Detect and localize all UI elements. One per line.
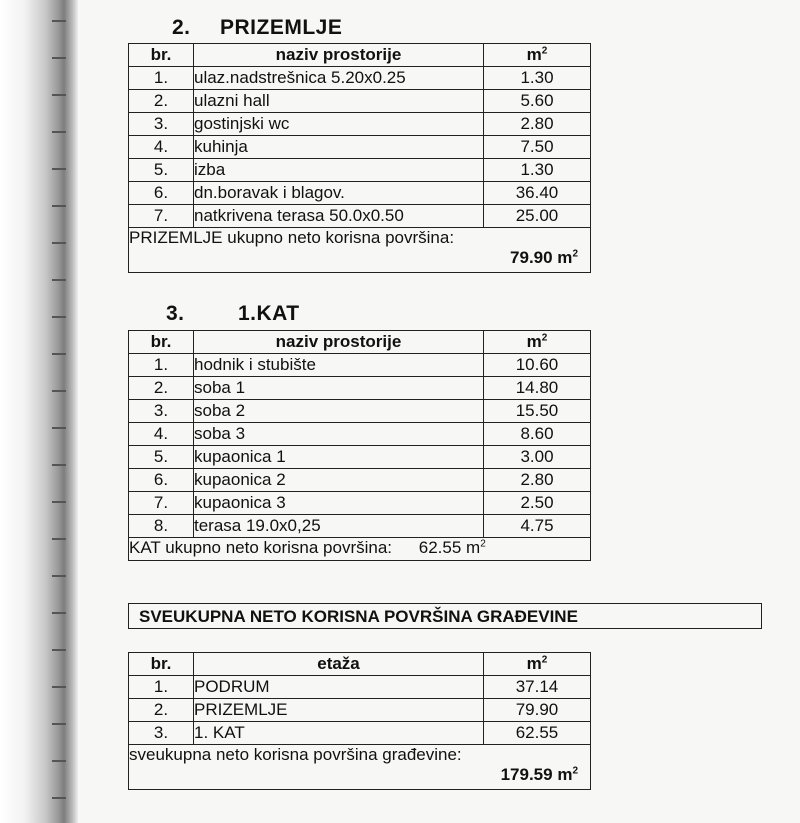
room-name: izba bbox=[194, 159, 484, 182]
row-number: 7. bbox=[129, 205, 194, 228]
total-value: 179.59 $m^2$ bbox=[500, 765, 578, 784]
total-label: KAT ukupno neto korisna površina: bbox=[129, 538, 393, 557]
total-cell bbox=[129, 538, 591, 561]
row-number: 4. bbox=[129, 136, 194, 159]
room-name: soba 2 bbox=[194, 400, 484, 423]
table-row bbox=[129, 699, 591, 722]
room-area: 5.60 bbox=[484, 90, 591, 113]
room-name: kupaonica 3 bbox=[194, 492, 484, 515]
row-number: 3. bbox=[129, 400, 194, 423]
table-header-row bbox=[129, 331, 591, 354]
section-number: 2. bbox=[172, 16, 191, 39]
binding-mark bbox=[52, 501, 66, 503]
section-number: 3. bbox=[166, 302, 185, 325]
binding-mark bbox=[52, 464, 66, 466]
header-unit: $m^2$ bbox=[484, 653, 591, 676]
room-area: 36.40 bbox=[484, 182, 591, 205]
table-row bbox=[129, 377, 591, 400]
total-row bbox=[129, 745, 591, 790]
floor-area: 62.55 bbox=[484, 722, 591, 745]
room-area: 3.00 bbox=[484, 446, 591, 469]
room-name: kuhinja bbox=[194, 136, 484, 159]
total-label: sveukupna neto korisna površina građevine: bbox=[129, 745, 462, 764]
header-unit: $m^2$ bbox=[484, 44, 591, 67]
header-name: naziv prostorije bbox=[194, 44, 484, 67]
header-name: naziv prostorije bbox=[194, 331, 484, 354]
binding-mark bbox=[52, 797, 66, 799]
binding-mark bbox=[52, 390, 66, 392]
room-area: 15.50 bbox=[484, 400, 591, 423]
binding-mark bbox=[52, 723, 66, 725]
row-number: 8. bbox=[129, 515, 194, 538]
room-name: gostinjski wc bbox=[194, 113, 484, 136]
room-area: 10.60 bbox=[484, 354, 591, 377]
section-heading-kat bbox=[166, 302, 300, 326]
total-label: PRIZEMLJE ukupno neto korisna površina: bbox=[129, 228, 455, 247]
binding-mark bbox=[52, 538, 66, 540]
room-name: kupaonica 1 bbox=[194, 446, 484, 469]
floor-name: PRIZEMLJE bbox=[194, 699, 484, 722]
room-area: 14.80 bbox=[484, 377, 591, 400]
table-header-row bbox=[129, 44, 591, 67]
table-row bbox=[129, 722, 591, 745]
table-row bbox=[129, 159, 591, 182]
binding-mark bbox=[52, 57, 66, 59]
section-title: 1.KAT bbox=[238, 302, 300, 325]
room-name: soba 3 bbox=[194, 423, 484, 446]
summary-table bbox=[128, 652, 591, 790]
row-number: 2. bbox=[129, 377, 194, 400]
row-number: 5. bbox=[129, 446, 194, 469]
room-area: 1.30 bbox=[484, 159, 591, 182]
row-number: 2. bbox=[129, 699, 194, 722]
section-heading-prizemlje bbox=[172, 16, 342, 40]
row-number: 1. bbox=[129, 67, 194, 90]
total-value: 79.90 $m^2$ bbox=[510, 248, 578, 267]
room-area: 4.75 bbox=[484, 515, 591, 538]
room-name: ulaz.nadstrešnica 5.20x0.25 bbox=[194, 67, 484, 90]
table-row bbox=[129, 446, 591, 469]
total-row bbox=[129, 538, 591, 561]
binding-mark bbox=[52, 205, 66, 207]
room-area: 7.50 bbox=[484, 136, 591, 159]
total-cell bbox=[129, 228, 591, 273]
floor-name: PODRUM bbox=[194, 676, 484, 699]
prizemlje-table bbox=[128, 43, 591, 273]
binding-mark bbox=[52, 649, 66, 651]
binding-mark bbox=[52, 131, 66, 133]
header-br: br. bbox=[129, 44, 194, 67]
floor-area: 79.90 bbox=[484, 699, 591, 722]
header-unit: $m^2$ bbox=[484, 331, 591, 354]
table-row bbox=[129, 400, 591, 423]
room-name: terasa 19.0x0,25 bbox=[194, 515, 484, 538]
binding-mark bbox=[52, 686, 66, 688]
binding-mark bbox=[52, 20, 66, 22]
summary-banner: SVEUKUPNA NETO KORISNA POVRŠINA GRAĐEVINE bbox=[128, 603, 762, 629]
room-area: 25.00 bbox=[484, 205, 591, 228]
table-row bbox=[129, 182, 591, 205]
row-number: 3. bbox=[129, 113, 194, 136]
room-area: 8.60 bbox=[484, 423, 591, 446]
floor-area: 37.14 bbox=[484, 676, 591, 699]
row-number: 3. bbox=[129, 722, 194, 745]
table-row bbox=[129, 492, 591, 515]
header-name: etaža bbox=[194, 653, 484, 676]
room-area: 1.30 bbox=[484, 67, 591, 90]
kat-table bbox=[128, 330, 591, 561]
room-area: 2.80 bbox=[484, 469, 591, 492]
room-name: hodnik i stubište bbox=[194, 354, 484, 377]
binding-mark bbox=[52, 168, 66, 170]
binding-mark bbox=[52, 316, 66, 318]
room-name: natkrivena terasa 50.0x0.50 bbox=[194, 205, 484, 228]
table-row bbox=[129, 423, 591, 446]
table-row bbox=[129, 113, 591, 136]
total-row bbox=[129, 228, 591, 273]
table-row bbox=[129, 515, 591, 538]
row-number: 1. bbox=[129, 354, 194, 377]
row-number: 2. bbox=[129, 90, 194, 113]
row-number: 4. bbox=[129, 423, 194, 446]
table-row bbox=[129, 67, 591, 90]
room-name: kupaonica 2 bbox=[194, 469, 484, 492]
section-title: PRIZEMLJE bbox=[220, 16, 343, 39]
table-row bbox=[129, 354, 591, 377]
header-br: br. bbox=[129, 653, 194, 676]
header-br: br. bbox=[129, 331, 194, 354]
binding-mark bbox=[52, 242, 66, 244]
binding-mark bbox=[52, 575, 66, 577]
row-number: 7. bbox=[129, 492, 194, 515]
table-row bbox=[129, 676, 591, 699]
table-row bbox=[129, 469, 591, 492]
row-number: 5. bbox=[129, 159, 194, 182]
binding-mark bbox=[52, 427, 66, 429]
table-row bbox=[129, 136, 591, 159]
total-value: 62.55 $m^2$ bbox=[418, 538, 486, 557]
row-number: 1. bbox=[129, 676, 194, 699]
binding-mark bbox=[52, 94, 66, 96]
scan-binding-shadow bbox=[0, 0, 78, 823]
room-area: 2.50 bbox=[484, 492, 591, 515]
table-row bbox=[129, 205, 591, 228]
binding-mark bbox=[52, 353, 66, 355]
table-header-row bbox=[129, 653, 591, 676]
total-cell bbox=[129, 745, 591, 790]
binding-mark bbox=[52, 612, 66, 614]
floor-name: 1. KAT bbox=[194, 722, 484, 745]
room-area: 2.80 bbox=[484, 113, 591, 136]
table-row bbox=[129, 90, 591, 113]
binding-mark bbox=[52, 279, 66, 281]
room-name: dn.boravak i blagov. bbox=[194, 182, 484, 205]
room-name: ulazni hall bbox=[194, 90, 484, 113]
row-number: 6. bbox=[129, 469, 194, 492]
binding-mark bbox=[52, 760, 66, 762]
row-number: 6. bbox=[129, 182, 194, 205]
room-name: soba 1 bbox=[194, 377, 484, 400]
